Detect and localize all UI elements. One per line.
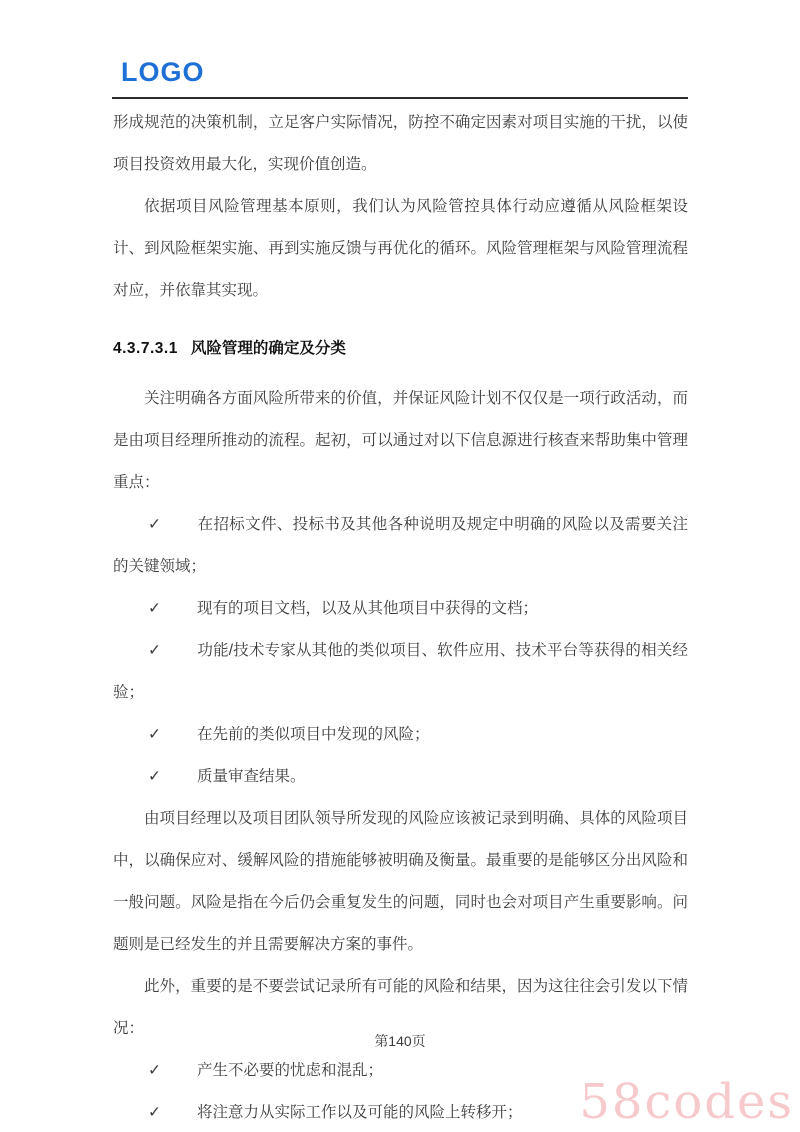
- list-item: [113, 756, 688, 798]
- list-item-text: 在先前的类似项目中发现的风险；: [197, 726, 430, 743]
- check-icon: ✓: [148, 726, 161, 743]
- list-item-text: 将注意力从实际工作以及可能的风险上转移开；: [197, 1104, 523, 1121]
- check-icon: ✓: [148, 516, 162, 533]
- list-item-text: 质量审查结果。: [197, 768, 306, 785]
- section-heading: [113, 328, 688, 370]
- watermark-text: 58codes: [579, 1074, 794, 1130]
- list-item: [113, 630, 688, 714]
- document-body: [0, 99, 800, 1132]
- check-icon: ✓: [148, 600, 161, 617]
- paragraph: 依据项目风险管理基本原则，我们认为风险管控具体行动应遵循从风险框架设计、到风险框架实施、再到实施反馈与再优化的循环。风险管理框架与风险管理流程对应，并依靠其实现。: [113, 198, 688, 299]
- paragraph: 关注明确各方面风险所带来的价值，并保证风险计划不仅仅是一项行政活动，而是由项目经理所推动的流程。起初，可以通过对以下信息源进行核查来帮助集中管理重点：: [113, 390, 688, 491]
- check-icon: ✓: [148, 768, 161, 785]
- list-item: [113, 588, 688, 630]
- check-icon: ✓: [148, 642, 162, 659]
- section-title: 风险管理的确定及分类: [190, 340, 346, 357]
- section-number: 4.3.7.3.1: [113, 340, 178, 357]
- page-number: 第140页: [374, 1033, 426, 1049]
- list-item: [113, 504, 688, 588]
- check-icon: ✓: [148, 1104, 161, 1121]
- list-item-text: 产生不必要的忧虑和混乱；: [197, 1062, 384, 1079]
- page-header: [0, 0, 800, 99]
- check-icon: ✓: [148, 1062, 161, 1079]
- list-item-text: 在招标文件、投标书及其他各种说明及规定中明确的风险以及需要关注的关键领域；: [113, 516, 688, 575]
- list-item: [113, 714, 688, 756]
- paragraph: 此外，重要的是不要尝试记录所有可能的风险和结果，因为这往往会引发以下情况：: [113, 978, 688, 1037]
- list-item-text: 现有的项目文档，以及从其他项目中获得的文档；: [197, 600, 539, 617]
- list-item-text: 功能/技术专家从其他的类似项目、软件应用、技术平台等获得的相关经验；: [113, 642, 688, 701]
- company-logo: LOGO: [121, 57, 205, 87]
- paragraph: 由项目经理以及项目团队领导所发现的风险应该被记录到明确、具体的风险项目中，以确保应对、缓解风险的措施能够被明确及衡量。最重要的是能够区分出风险和一般问题。风险是指在今后仍会重复发生的问题，同时也会对项目产生重要影响。问题则是已经发生的并且需要解决方案的事件。: [113, 810, 688, 953]
- paragraph: 形成规范的决策机制，立足客户实际情况，防控不确定因素对项目实施的干扰，以使项目投资效用最大化，实现价值创造。: [113, 114, 688, 173]
